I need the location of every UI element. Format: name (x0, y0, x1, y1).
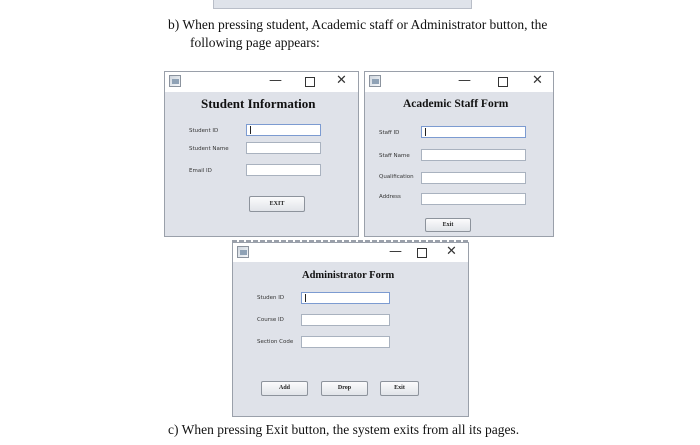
title-bar (233, 243, 468, 262)
academic-staff-form-window (364, 71, 554, 237)
text-caret (305, 294, 306, 302)
title-bar (365, 72, 553, 92)
maximize-icon[interactable] (417, 248, 427, 258)
exit-button[interactable]: Exit (380, 381, 419, 396)
maximize-icon[interactable] (498, 77, 508, 87)
drop-button[interactable]: Drop (321, 381, 368, 396)
section-code-field[interactable] (301, 336, 390, 348)
close-icon[interactable]: ✕ (446, 244, 457, 259)
exit-button[interactable]: Exit (425, 218, 471, 232)
window-heading: Student Information (201, 96, 316, 111)
student-name-label: Student Name (189, 146, 229, 152)
address-field[interactable] (421, 193, 526, 205)
address-label: Address (379, 194, 401, 200)
text-caret (250, 126, 251, 134)
minimize-icon[interactable]: — (458, 73, 471, 88)
studen-id-field[interactable] (301, 292, 390, 304)
text-caret (425, 128, 426, 136)
email-id-label: Email ID (189, 168, 212, 174)
student-id-label: Student ID (189, 128, 219, 134)
window-heading: Administrator Form (302, 270, 395, 281)
window-heading: Academic Staff Form (403, 98, 509, 110)
minimize-icon[interactable]: — (269, 73, 282, 88)
title-bar (165, 72, 358, 92)
paragraph-b-line2: following page appears: (190, 35, 320, 50)
minimize-icon[interactable]: — (389, 244, 402, 259)
paragraph-c: c) When pressing Exit button, the system exits from all its pages. (168, 422, 520, 437)
paragraph-b-line1: b) When pressing student, Academic staff or Administrator button, the (168, 17, 548, 32)
staff-id-field[interactable] (421, 126, 526, 138)
java-app-icon (369, 75, 381, 87)
qualification-field[interactable] (421, 172, 526, 184)
java-app-icon (237, 246, 249, 258)
staff-name-field[interactable] (421, 149, 526, 161)
previous-image-edge (213, 0, 472, 9)
staff-name-label: Staff Name (379, 153, 410, 159)
student-name-field[interactable] (246, 142, 321, 154)
close-icon[interactable]: ✕ (532, 73, 543, 88)
studen-id-label: Studen ID (257, 295, 285, 301)
close-icon[interactable]: ✕ (336, 73, 347, 88)
course-id-field[interactable] (301, 314, 390, 326)
exit-button[interactable]: EXIT (249, 196, 305, 212)
staff-id-label: Staff ID (379, 130, 400, 136)
add-button[interactable]: Add (261, 381, 308, 396)
section-code-label: Section Code (257, 339, 294, 345)
maximize-icon[interactable] (305, 77, 315, 87)
administrator-form-window (232, 242, 469, 417)
course-id-label: Course ID (257, 317, 284, 323)
student-information-window (164, 71, 359, 237)
java-app-icon (169, 75, 181, 87)
qualification-label: Qualification (379, 174, 414, 180)
student-id-field[interactable] (246, 124, 321, 136)
email-id-field[interactable] (246, 164, 321, 176)
